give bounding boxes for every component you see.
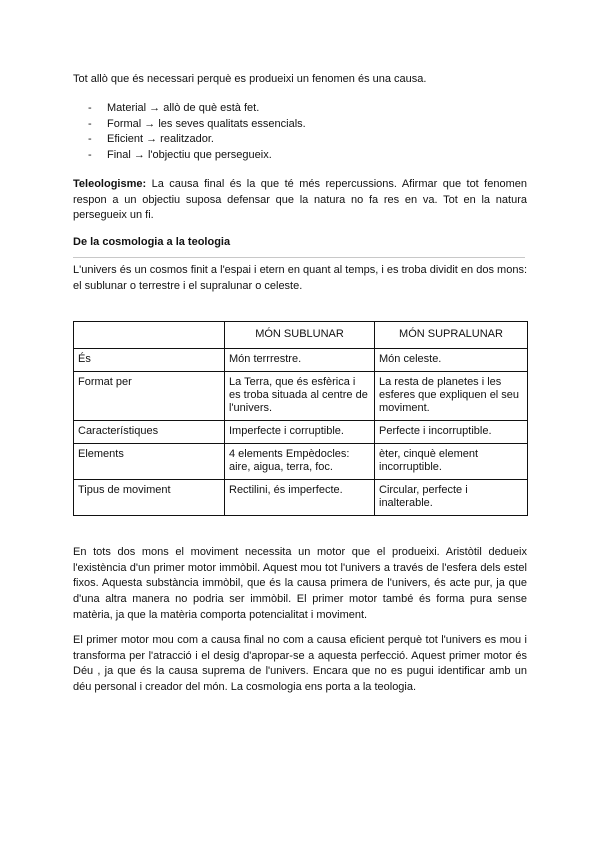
table-cell: Rectilini, és imperfecte. [225, 480, 375, 516]
table-cell: Elements [74, 444, 225, 480]
table-cell: Característiques [74, 421, 225, 444]
intro-text: Tot allò que és necessari perquè es produeixi un fenomen és una causa. [73, 73, 427, 85]
primer-motor-paragraph: En tots dos mons el moviment necessita un motor que el produeixi. Aristòtil dedueix l'existència d'un primer motor immòbil. Aquest mou tot l'univers a través de l'esfera dels estel fixos. Aquesta substància immòbil, que és la causa primera de l'univers, és acte pur, ja que d'una altra manera no podria ser immòbil. El primer motor també és forma pura sense matèria, ja que la matèria comporta potencialitat i moviment. [73, 546, 527, 621]
table-header-cell [74, 322, 225, 349]
table-row [74, 372, 528, 421]
table-row [74, 349, 528, 372]
table-cell: èter, cinquè element incorruptible. [375, 444, 528, 480]
table-cell: És [74, 349, 225, 372]
list-item-text: Material → allò de què està fet. [107, 102, 260, 114]
table-cell: Tipus de moviment [74, 480, 225, 516]
list-item-text: Final → l'objectiu que persegueix. [107, 149, 272, 162]
list-item-text: Eficient → realitzador. [107, 133, 214, 146]
teologia-paragraph: El primer motor mou com a causa final no com a causa eficient perquè tot l'univers es mou i transforma per l'atracció i el desig d'apropar-se a aquesta perfecció. Aquest primer motor és Déu , ja que és la causa suprema de l'univers. Encara que no es pugui identificar amb un déu personal i creador del món. La cosmologia ens porta a la teologia. [73, 634, 527, 694]
univers-paragraph: L'univers és un cosmos finit a l'espai i etern en quant al temps, i es troba dividit en dos mons: el sublunar o terrestre i el supralunar o celeste. [73, 264, 527, 292]
table-cell: Món celeste. [375, 349, 528, 372]
table-cell: La Terra, que és esfèrica i es troba situada al centre de l'univers. [225, 372, 375, 421]
list-item [88, 148, 528, 164]
list-item [88, 132, 528, 148]
table-row [74, 480, 528, 516]
table-cell: La resta de planetes i les esferes que expliquen el seu moviment. [375, 372, 528, 421]
section-heading: De la cosmologia a la teologia [73, 236, 231, 248]
table-row [74, 421, 528, 444]
table-cell: Format per [74, 372, 225, 421]
teleologisme-term: Teleologisme: [73, 178, 147, 190]
list-item-text: Formal → les seves qualitats essencials. [107, 117, 306, 130]
table-header-cell: MÓN SUBLUNAR [225, 322, 375, 349]
list-bullet: - [88, 133, 92, 146]
list-bullet: - [88, 117, 92, 130]
list-item [88, 117, 528, 133]
teleologisme-text: La causa final és la que té més repercussions. Afirmar que tot fenomen respon a un objectiu suposa defensar que la natura no fa res en va. Tot en la natura persegueix un fi. [73, 178, 527, 222]
causes-list [88, 101, 528, 164]
table-cell: Món terrrestre. [225, 349, 375, 372]
section-divider [73, 257, 525, 258]
table-header-row [74, 322, 528, 349]
list-bullet: - [88, 149, 92, 162]
cosmology-table [73, 321, 528, 516]
table-cell: 4 elements Empèdocles: aire, aigua, terra, foc. [225, 444, 375, 480]
table-header-cell: MÓN SUPRALUNAR [375, 322, 528, 349]
teleologisme-paragraph [73, 177, 527, 224]
table-cell: Imperfecte i corruptible. [225, 421, 375, 444]
table-cell: Circular, perfecte i inalterable. [375, 480, 528, 516]
table-cell: Perfecte i incorruptible. [375, 421, 528, 444]
list-bullet: - [88, 102, 92, 114]
list-item [88, 101, 528, 117]
table-row [74, 444, 528, 480]
